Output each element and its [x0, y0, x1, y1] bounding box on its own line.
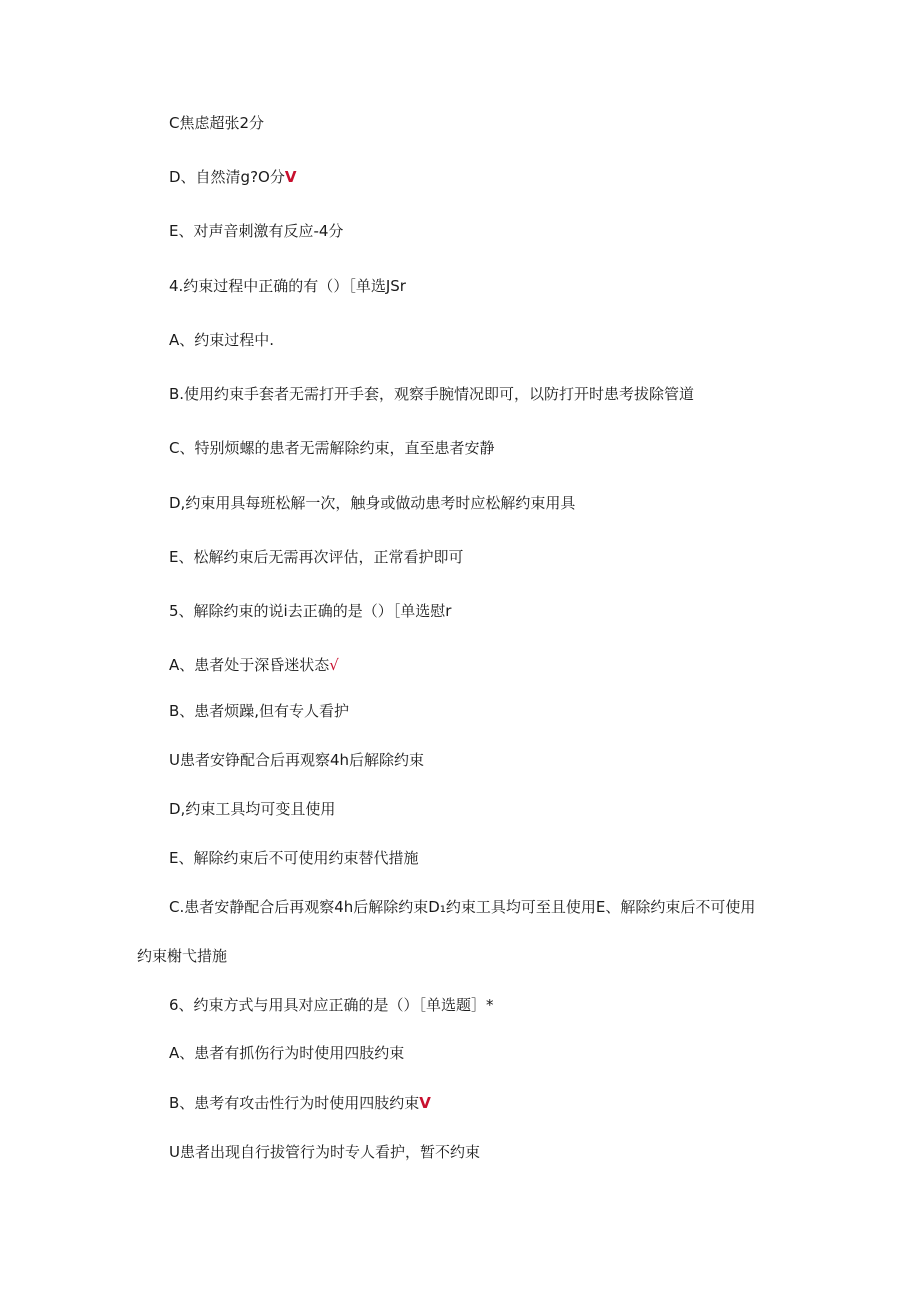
q6-option-b: B、患考有攻击性行为时使用四肢约束V: [169, 1094, 431, 1112]
q4-option-c: C、特别烦螺的患者无需解除约束，直至患者安静: [169, 439, 495, 457]
q6-option-a: A、患者有抓伤行为时使用四肢约束: [169, 1044, 405, 1062]
q4-option-a: A、约束过程中.: [169, 331, 275, 349]
q5-option-c: U患者安铮配合后再观察4h后解除约束: [169, 751, 425, 769]
option-e-sound-response: E、对声音刺激有反应-4分: [169, 222, 344, 240]
q5-option-b: B、患者烦躁,但有专人看护: [169, 702, 350, 720]
q4-option-e: E、松解约束后无需再次评估，正常看护即可: [169, 548, 464, 566]
q5-combined-options: C.患者安静配合后再观察4h后解除约束D₁约束工具均可至且使用E、解除约束后不可使用: [169, 898, 756, 916]
q4-option-d: D,约束用具每班松解一次，触身或做动患考时应松解约束用具: [169, 494, 576, 512]
question-6: 6、约束方式与用具对应正确的是（）［单选题］*: [169, 996, 494, 1014]
q6-option-c: U患者出现自行拔管行为时专人看护，暂不约束: [169, 1143, 480, 1161]
q5-option-e: E、解除约束后不可使用约束替代措施: [169, 849, 419, 867]
checkmark-icon: √: [329, 656, 339, 674]
q5-combined-continuation: 约束榭弋措施: [137, 947, 228, 965]
option-d-alert: D、自然清g?O分V: [169, 168, 297, 186]
q5-option-a: A、患者处于深昏迷状态√: [169, 656, 339, 674]
correct-mark: V: [284, 168, 297, 186]
correct-mark: V: [419, 1094, 431, 1112]
question-5: 5、解除约束的说i去正确的是（）［单选慰r: [169, 602, 452, 620]
q5-option-d: D,约束工具均可变且使用: [169, 800, 336, 818]
q4-option-b: B.使用约束手套者无需打开手套，观察手腕情况即可，以防打开时患考拔除管道: [169, 385, 695, 403]
option-c-anxiety: C焦虑超张2分: [169, 114, 265, 132]
question-4: 4.约束过程中正确的有（）［单选JSr: [169, 277, 406, 295]
